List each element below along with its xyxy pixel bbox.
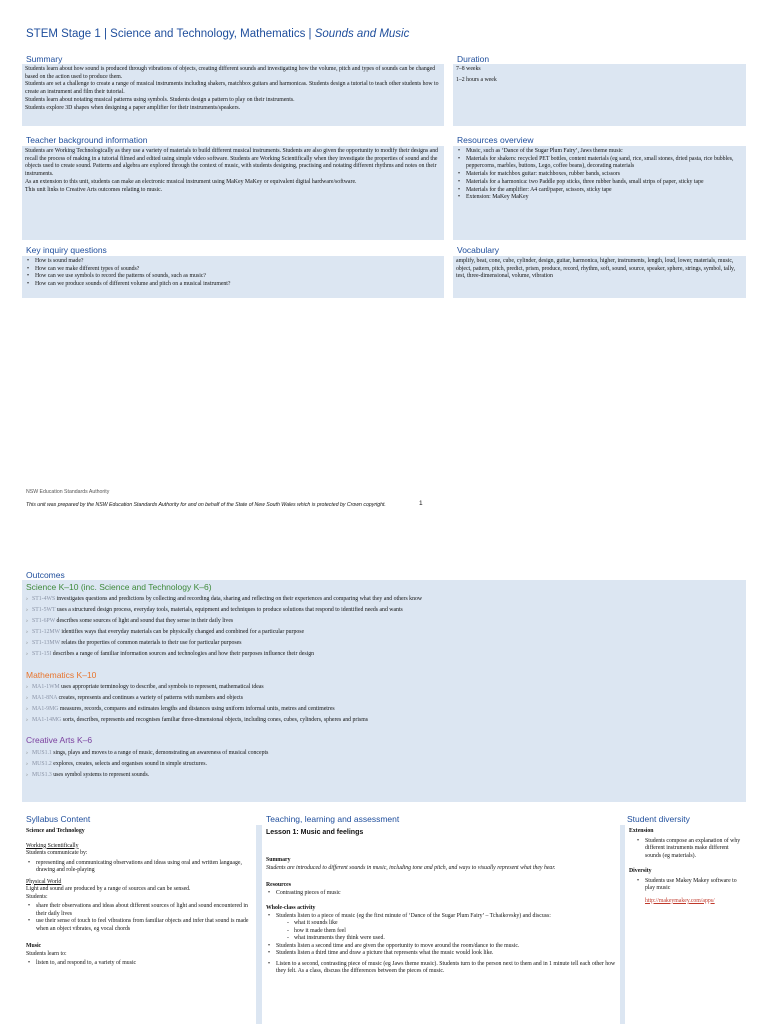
outcome-item: › MA1-9MG measures, records, compares and estimates lengths and distances using uniform informal units, metres and centimetres (26, 706, 742, 714)
list-item: • share their observations and ideas about different sources of light and sound encountered in their daily lives (26, 903, 252, 918)
list-item: • Students listen a third time and draw a picture that represents what the music would look like. (266, 950, 616, 958)
outcome-item: › MA1-14MG sorts, describes, represents and recognises familiar three-dimensional objects, including cones, cubes, cylinders, spheres and prisms (26, 717, 742, 725)
list-item: • Materials for matchbox guitar: matchboxes, rubber bands, scissors (456, 171, 743, 179)
list-item: • Students use Makey Makey software to play music (635, 878, 742, 893)
inquiry-box (22, 256, 444, 298)
makeymakey-link[interactable]: http://makeymakey.com/apps/ (645, 897, 715, 904)
teaching-heading: Teaching, learning and assessment (266, 814, 400, 824)
outcome-item: › MUS1.3 uses symbol systems to represent sounds. (26, 772, 742, 780)
list-item: • Music, such as ‘Dance of the Sugar Plum Fairy’, Jaws theme music (456, 148, 743, 156)
teacher-box: Students are Working Technologically as they use a variety of materials to build different musical instruments. Students are also given the opportunity to modify their designs and recall the process of making in a tutorial filmed and edited using simple video software. Students are Working Scientifically when they investigate the properties of sound and the objects used to create sound. Patterns and algebra are explored through the context of music, with students designing, practising and notating different rhythms and notes on their instruments. As an extension to this unit, students can make an electronic musical instrument using MaKey MaKey or equivalent digital hardware/software. This unit links to Creative Arts outcomes relating to music. (22, 146, 444, 240)
syllabus-column: Science and Technology Working Scientifically Students communicate by: • representing and communicating observations and ideas using oral and written language, drawing and role-playing Physical World Light and sound are produced by a range of sources and can be sensed. Students: • share their observations and ideas about different sources of light and sound encountered in their daily lives • use their sense of touch to feel vibrations from familiar objects and infer that sound is made when an object vibrates, eg vocal chords Music Students learn to: • listen to, and respond to, a variety of music (22, 825, 256, 1024)
inquiry-heading: Key inquiry questions (26, 245, 107, 255)
list-item: • representing and communicating observations and ideas using oral and written language, drawing and role-playing (26, 860, 252, 875)
maths-outcomes-heading: Mathematics K–10 (26, 669, 97, 680)
list-item: • Materials for shakers: recycled PET bottles, content materials (eg sand, rice, small stones, dried pasta, rice bubbles, peppercorns, marbles, buttons, Lego, coffee beans), decorating materials (456, 156, 743, 171)
outcome-item: › MA1-8NA creates, represents and continues a variety of patterns with numbers and objects (26, 695, 742, 703)
outcome-item: › MUS1.1 sings, plays and moves to a range of music, demonstrating an awareness of musical concepts (26, 750, 742, 758)
diversity-column: Extension • Students compose an explanation of why different instruments make different sounds (eg materials). Diversity • Students use Makey Makey software to play music http://makeymakey.com/apps/ (625, 825, 746, 1024)
duration-box: 7–8 weeks 1–2 hours a week (453, 64, 746, 126)
summary-box: Students learn about how sound is produced through vibrations of objects, creating different sounds and investigating how the volume, pitch and types of sounds can be changed based on the action used to produce them. Students are set a challenge to create a range of musical instruments including shakers, matchbox guitars and harmonicas. Students design a tutorial to teach other students how to create an instrument and film their tutorial. Students learn about notating musical patterns using symbols. Students design a pattern to play on their instruments. Students explore 3D shapes when designing a paper amplifier for their instruments/speakers. (22, 64, 444, 126)
list-item: • Materials for a harmonica: two Paddle pop sticks, three rubber bands, small strips of paper, sticky tape (456, 179, 743, 187)
list-item: • Students listen to a piece of music (eg the first minute of ‘Dance of the Sugar Plum Fairy’ – Tchaikovsky) and discuss: - what it sounds like - how it made them feel - what instruments they think were used. (266, 913, 616, 943)
list-item: • Materials for the amplifier: A4 card/paper, scissors, sticky tape (456, 187, 743, 195)
footer-copyright: This unit was prepared by the NSW Education Standards Authority for and on behalf of the State of New South Wales which is protected by Crown copyright. (26, 502, 386, 508)
list-item: • use their sense of touch to feel vibrations from familiar objects and infer that sound is made when an object vibrates, eg vocal chords (26, 918, 252, 933)
outcome-item: › ST1-4WS investigates questions and predictions by collecting and recording data, sharing and reflecting on their experiences and comparing what they and others know (26, 596, 742, 604)
outcome-item: › MA1-1WM uses appropriate terminology to describe, and symbols to represent, mathematical ideas (26, 684, 742, 692)
arts-outcomes-heading: Creative Arts K–6 (26, 735, 93, 746)
duration-heading: Duration (457, 54, 490, 64)
list-item: • Contrasting pieces of music (266, 890, 616, 898)
lesson-title: Lesson 1: Music and feelings (266, 829, 364, 836)
science-outcomes-heading: Science K–10 (inc. Science and Technology K–6) (26, 582, 212, 592)
vocabulary-heading: Vocabulary (457, 245, 500, 255)
list-item: • Listen to a second, contrasting piece of music (eg Jaws theme music). Students turn to the person next to them and in 1 minute tell each other how they felt. As a class, discuss the differences between the pieces of music. (266, 961, 616, 976)
diversity-heading: Student diversity (627, 814, 690, 824)
vocabulary-box: amplify, beat, cone, cube, cylinder, design, guitar, harmonica, higher, instruments, length, loud, lower, materials, music, object, pattern, pitch, predict, prism, produce, record, rhythm, soft, sound, source, speaker, sphere, strings, symbol, tally, test, three-dimensional, volume, vibration (453, 256, 746, 298)
syllabus-heading: Syllabus Content (26, 814, 91, 824)
list-item: • How can we produce sounds of different volume and pitch on a musical instrument? (25, 281, 441, 289)
list-item: • How is sound made? (25, 258, 441, 266)
page-title: STEM Stage 1 | Science and Technology, Mathematics | Sounds and Music (26, 28, 410, 40)
outcome-item: › MUS1.2 explores, creates, selects and organises sound in simple structures. (26, 761, 742, 769)
outcomes-heading: Outcomes (26, 570, 65, 580)
resources-box (453, 146, 746, 240)
list-item: • How can we use symbols to record the patterns of sounds, such as music? (25, 273, 441, 281)
list-item: • Students compose an explanation of why different instruments make different sounds (eg materials). (635, 838, 742, 861)
outcome-item: › ST1-6PW describes some sources of light and sound that they sense in their daily lives (26, 618, 742, 626)
outcome-item: › ST1-15I describes a range of familiar information sources and technologies and how their purposes influence their design (26, 651, 742, 659)
list-item: • Students listen a second time and are given the opportunity to move around the room/dance to the music. (266, 943, 616, 951)
content-columns (22, 825, 746, 1024)
outcome-item: › ST1-5WT uses a structured design process, everyday tools, materials, equipment and techniques to produce solutions that respond to identified needs and wants (26, 607, 742, 615)
outcome-item: › ST1-12MW identifies ways that everyday materials can be physically changed and combined for a particular purpose (26, 629, 742, 637)
list-item: • listen to, and respond to, a variety of music (26, 960, 252, 968)
outcome-item: › ST1-13MW relates the properties of common materials to their use for particular purposes (26, 640, 742, 648)
list-item: • How can we make different types of sounds? (25, 266, 441, 274)
outcomes-box (22, 580, 746, 802)
resources-heading: Resources overview (457, 135, 534, 145)
footer-org: NSW Education Standards Authority (26, 489, 110, 495)
list-item: • Extension: MaKey MaKey (456, 194, 743, 202)
summary-heading: Summary (26, 54, 63, 64)
page-number: 1 (419, 500, 423, 507)
teaching-column: Lesson 1: Music and feelings Summary Students are introduced to different sounds in music, including tone and pitch, and ways to visually represent what they hear. Resources • Contrasting pieces of music Whole-class activity • Students listen to a piece of music (eg the first minute of ‘Dance of the Sugar Plum Fairy’ – Tchaikovsky) and discuss: - what it sounds like - how it made them feel - what instruments they think were used. • Students listen a second time and are given the opportunity to move around the room/dance to the music. • Students listen a third time and draw a picture that represents what the music would look like. • Listen to a second, contrasting piece of music (eg Jaws theme music). Students turn to the person next to them and in 1 minute tell each other how they felt. As a class, discuss the differences between the pieces of music. (262, 825, 620, 1024)
teacher-heading: Teacher background information (26, 135, 148, 145)
